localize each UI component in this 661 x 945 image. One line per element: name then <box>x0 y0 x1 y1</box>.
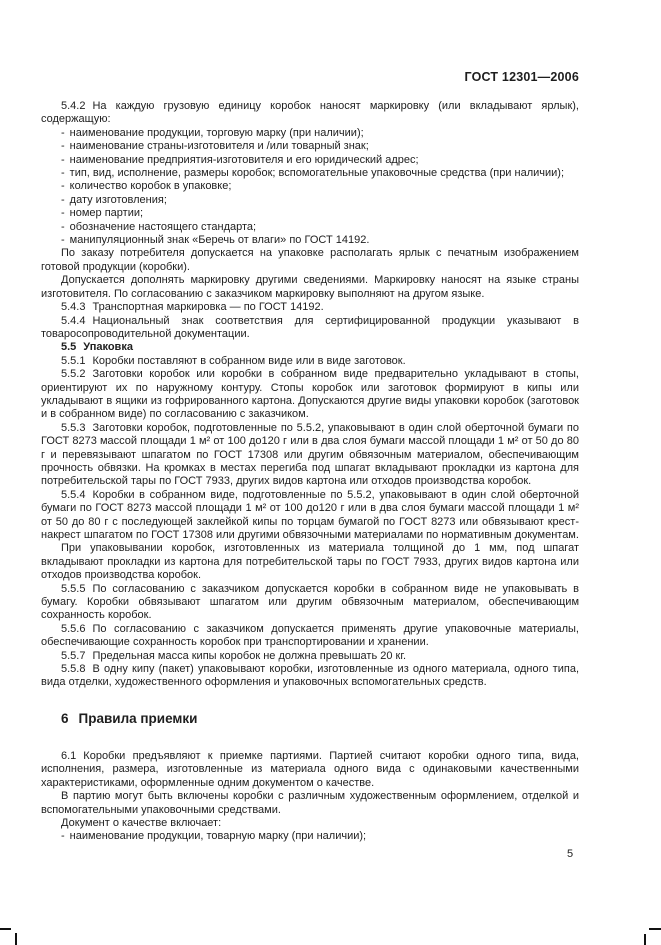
list-dash: - <box>61 140 65 153</box>
paragraph-5-5-4 <box>41 489 579 543</box>
paragraph-5-5-7 <box>41 650 579 663</box>
paragraph-5-5-8 <box>41 663 579 690</box>
standard-designation-header: ГОСТ 12301—2006 <box>464 70 579 84</box>
paragraph-5-5-6 <box>41 623 579 650</box>
crop-mark-bottom-left-horizontal <box>0 928 11 930</box>
list-item <box>41 207 579 220</box>
list-dash: - <box>61 180 65 193</box>
list-dash: - <box>61 167 65 180</box>
paragraph-5-4-2 <box>41 100 579 127</box>
clause-text: По согласованию с заказчиком допускается применять другие упаковочные материалы, обеспечивающие сохранность коробок при транспортировании и хранении. <box>41 622 579 649</box>
clause-number: 5.5.6 <box>61 622 86 635</box>
paragraph-label-note: По заказу потребителя допускается на упаковке располагать ярлык с печатным изображением готовой продукции (коробки). <box>41 247 579 273</box>
clause-text: Транспортная маркировка — по ГОСТ 14192. <box>92 301 324 314</box>
page-number: 5 <box>566 848 574 860</box>
list-dash: - <box>61 126 65 139</box>
list-item <box>41 830 579 843</box>
paragraph-6-1-note: В партию могут быть включены коробки с различным художественным оформлением, отделкой и вспомогательными упаковочными средствами. <box>41 790 579 816</box>
list-item <box>41 154 579 167</box>
clause-text: Национальный знак соответствия для сертифицированной продукции указывают в товаросопроводительной документации. <box>41 314 579 340</box>
list-item <box>41 140 579 153</box>
list-item-text: тип, вид, исполнение, размеры коробок; вспомогательные упаковочные средства (при наличии); <box>69 167 565 180</box>
list-item-text: обозначение настоящего стандарта; <box>69 220 257 233</box>
paragraph-quality-document: Документ о качестве включает: <box>61 816 222 829</box>
paragraph-5-4-4 <box>41 315 579 342</box>
list-item-text: наименование предприятия-изготовителя и его юридический адрес; <box>69 153 419 166</box>
list-item-text: манипуляционный знак «Беречь от влаги» по ГОСТ 14192. <box>69 234 370 247</box>
clause-text: Заготовки коробок или коробки в собранном виде предварительно укладывают в стопы, ориентируют их по наружному контуру. Стопы коробок или заготовок формируют в кипы или укладывают в ящики из гофрированного картона. Допускаются другие виды упаковки коробок (заготовок и в собранном виде) по согласованию с заказчиком. <box>41 368 579 421</box>
clause-text: Заготовки коробок, подготовленные по 5.5.2, упаковывают в один слой оберточной бумаги по ГОСТ 8273 массой площади 1 м² от 100 до120 г или в два слоя бумаги массой площади 1 м² от 50 до 80 г и перевязывают шпагатом по ГОСТ 17308 или другим обвязочным материалом, обеспечивающим прочность обвязки. На кромках в местах перегиба под шпагат вкладывают прокладки из картона для потребительской тары по ГОСТ 7933, других видов картона или отходов производства коробок. <box>41 421 579 488</box>
crop-mark-bottom-right-vertical <box>644 934 646 945</box>
clause-number: 5.4.4 <box>61 314 86 327</box>
list-dash: - <box>61 193 65 206</box>
clause-number: 5.5.4 <box>61 488 86 501</box>
clause-text: Коробки предъявляют к приемке партиями. Партией считают коробки одного типа, вида, исполнения, размера, изготовленные из материала одного вида с одинаковыми качественными характеристиками, оформленные одним документом о качестве. <box>41 749 579 789</box>
clause-number: 5.5.2 <box>61 368 86 381</box>
clause-number: 5.5.7 <box>61 649 86 662</box>
clause-text: На каждую грузовую единицу коробок наносят маркировку (или вкладывают ярлык), содержащую: <box>41 100 579 126</box>
section-number: 6 <box>61 710 69 726</box>
crop-mark-bottom-left-vertical <box>15 933 17 945</box>
list-item <box>41 167 579 180</box>
clause-number: 5.5.3 <box>61 421 86 434</box>
crop-mark-bottom-right-horizontal <box>649 928 661 930</box>
list-dash: - <box>61 207 65 220</box>
list-item-text: номер партии; <box>69 207 144 220</box>
section-heading-6 <box>41 711 579 727</box>
subheading-5-5-upakovka <box>41 341 579 354</box>
clause-number: 5.4.3 <box>61 301 86 314</box>
clause-text: Предельная масса кипы коробок не должна превышать 20 кг. <box>92 649 407 662</box>
list-item <box>41 234 579 247</box>
list-item-text: наименование продукции, товарную марку (при наличии); <box>69 830 367 843</box>
clause-text: Коробки поставляют в собранном виде или в виде заготовок. <box>92 354 406 367</box>
paragraph-6-1 <box>41 750 579 790</box>
clause-number: 5.4.2 <box>61 100 86 112</box>
list-item <box>41 127 579 140</box>
clause-number: 5.5.8 <box>61 663 86 676</box>
paragraph-5-5-3 <box>41 422 579 489</box>
clause-number: 6.1 <box>61 749 77 762</box>
paragraph-5-5-4-note: При упаковывании коробок, изготовленных из материала толщиной до 1 мм, под шпагат вкладывают прокладки из картона для потребительской тары по ГОСТ 7933, других видов картона или отходов производства коробок. <box>41 542 579 582</box>
list-item-text: дату изготовления; <box>69 193 167 206</box>
list-dash: - <box>61 153 65 166</box>
section-title: Правила приемки <box>78 710 198 726</box>
paragraph-5-5-2 <box>41 368 579 422</box>
document-sheet <box>41 70 579 844</box>
clause-number: 5.5.1 <box>61 354 86 367</box>
list-item-text: наименование продукции, торговую марку (при наличии); <box>69 126 364 139</box>
list-item-text: наименование страны-изготовителя и /или товарный знак; <box>69 140 369 153</box>
clause-text: Упаковка <box>83 341 133 354</box>
list-item <box>41 221 579 234</box>
clause-text: По согласованию с заказчиком допускается коробки в собранном виде не упаковывать в бумагу. Коробки обвязывают шпагатом или другим обвязочным материалом, обеспечивающим сохранность коробок. <box>41 582 579 622</box>
list-dash: - <box>61 830 65 843</box>
list-item <box>41 194 579 207</box>
clause-text: Коробки в собранном виде, подготовленные по 5.5.2, упаковывают в один слой оберточной бумаги по ГОСТ 8273 массой площади 1 м² от 100 до120 г или в два слоя бумаги массой площади 1 м² от 50 до 80 г с последующей заклейкой кипы по торцам бумагой по ГОСТ 8273 или обвязывают крест-накрест шпагатом по ГОСТ 17308 или другими обвязочными материалами по нормативным документам. <box>41 488 579 541</box>
paragraph-marking-language: Допускается дополнять маркировку другими сведениями. Маркировку наносят на языке страны изготовителя. По согласованию с заказчиком маркировку выполняют на другом языке. <box>41 274 579 300</box>
list-item-text: количество коробок в упаковке; <box>69 180 232 193</box>
list-dash: - <box>61 220 65 233</box>
clause-number: 5.5.5 <box>61 582 86 595</box>
list-dash: - <box>61 234 65 247</box>
paragraph-5-5-1 <box>41 355 579 368</box>
list-item <box>41 180 579 193</box>
paragraph-5-4-3 <box>41 301 579 314</box>
paragraph-5-5-5 <box>41 583 579 623</box>
clause-text: В одну кипу (пакет) упаковывают коробки, изготовленные из одного материала, одного типа, вида отделки, художественного оформления и упаковочных вспомогательных средств. <box>41 663 579 689</box>
clause-number: 5.5 <box>61 341 77 354</box>
